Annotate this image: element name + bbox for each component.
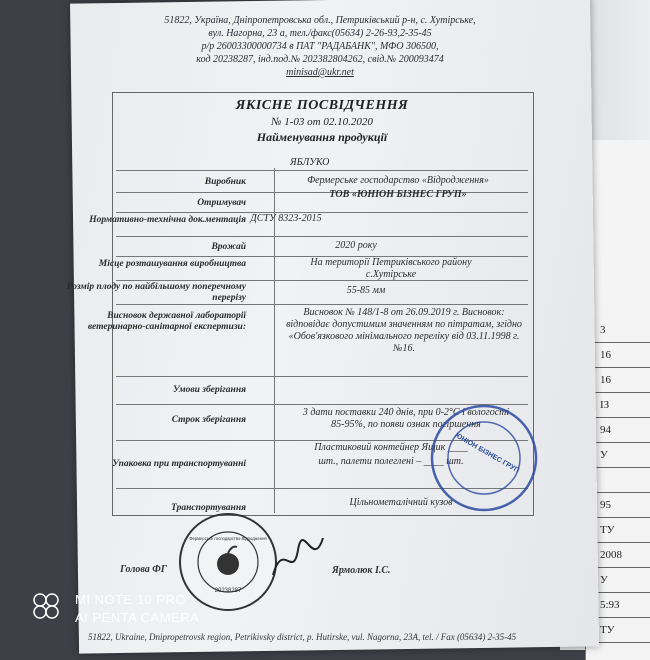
certificate-number: № 1-03 от 02.10.2020: [271, 116, 373, 128]
stamp-farm-name: Фермерське господарство Відродження: [189, 536, 267, 541]
row-label: Місце розташування виробництва: [98, 259, 246, 269]
side-row: У: [586, 443, 650, 468]
table-row: [66, 280, 528, 305]
table-row: [87, 304, 528, 377]
product-heading: Найменування продукції: [256, 130, 388, 144]
row-label: Транспортування: [171, 503, 246, 513]
footer-address: 51822, Ukraine, Dnipropetrovsk region, Petrikivsky district, p. Hutirske, vul. Nagorna, 23A, tel. / Fax (05634) 2-35-45: [88, 632, 517, 642]
product-name: ЯБЛУКО: [290, 157, 330, 168]
row-label: Виробник: [204, 177, 246, 187]
row-value: 55-85 мм: [346, 285, 386, 296]
row-value: На території Петриківського району с.Хутірське: [310, 257, 472, 280]
side-row: 2008: [586, 543, 650, 568]
row-value: 2020 року: [335, 240, 377, 251]
row-label: Отримувач: [197, 198, 246, 208]
row-label: Нормативно-технічна док.ментація: [89, 215, 246, 225]
row-label: Висновок державної лабораторії ветеринарно-санітарної експертизи:: [87, 311, 246, 332]
row-value: Цільнометалічний кузов: [349, 497, 453, 508]
side-row: 16: [586, 343, 650, 368]
side-row: ТУ: [586, 518, 650, 543]
company-stamp: [428, 402, 540, 514]
header-codes: код 20238287, інд.под.№ 202382804262, свід.№ 200093474: [196, 54, 444, 65]
certificate-title-block: [112, 98, 532, 145]
side-row: 16: [586, 368, 650, 393]
side-row: ІЗ: [586, 393, 650, 418]
table-row: [116, 189, 528, 213]
company-header: [110, 14, 530, 79]
table-row: [98, 256, 528, 281]
table-row: [116, 236, 528, 257]
row-label: Упаковка при транспортуванні: [112, 459, 246, 469]
side-row: 94: [586, 418, 650, 443]
side-row: 95: [586, 493, 650, 518]
side-row: ТУ: [586, 618, 650, 643]
row-label: Строк зберігання: [171, 415, 246, 425]
row-label: Розмір плоду по найбільшому поперечному перерізу: [66, 282, 246, 303]
certificate-title: ЯКІСНЕ ПОСВІДЧЕННЯ: [235, 98, 409, 113]
row-value: 3 дати поставки 240 днів, при 0-2°С і вологості 85-95%, по появи ознак погіршення: [302, 407, 510, 430]
watermark-model: MI NOTE 10 PRO: [75, 592, 187, 607]
row-value: Пластиковий контейнер Ящик ____ шт., палети полеглені – ____ шт.: [314, 442, 468, 467]
lens-icon: [30, 590, 62, 622]
watermark-camera: AI PENTA CAMERA: [75, 610, 200, 625]
side-row: У: [586, 568, 650, 593]
header-bank: р/р 26003300000734 в ПАТ "РАДАБАНК", МФО 306500,: [201, 41, 439, 52]
side-row: 3: [586, 318, 650, 343]
row-label: Врожай: [211, 242, 246, 252]
stamp-company-name: ЮНІОН БІЗНЕС ГРУП: [453, 432, 520, 475]
camera-watermark: [30, 590, 200, 627]
side-row: 5:93: [586, 593, 650, 618]
signatory-name: Ярмолюк І.С.: [332, 565, 391, 576]
farm-stamp: [176, 510, 280, 614]
row-value: Висновок № 148/1-8 от 26.09.2019 г. Висновок: відповідає допустимим значенням по пітратам, згідно «Обов'язкового мінімального переліку від 03.11.1998 г. №16.: [286, 307, 522, 354]
header-email: minisad@ukr.net: [286, 67, 354, 78]
row-label: Умови зберігання: [172, 385, 246, 395]
table-row: [116, 376, 528, 405]
row-value: Фермерське господарство «Відродження»: [307, 175, 489, 186]
header-address: 51822, Україна, Дніпропетровська обл., Петриківський р-н, с. Хутірське,: [164, 15, 476, 26]
row-value: ДСТУ 8323-2015: [250, 213, 322, 224]
signature-scribble: [268, 530, 328, 590]
head-label: Голова ФГ: [120, 564, 167, 575]
header-phone: вул. Нагорна, 23 а, тел./факс(05634) 2-26-93,2-35-45: [208, 28, 432, 39]
row-value: ТОВ «ЮНІОН БІЗНЕС ГРУП»: [329, 189, 467, 200]
stamp-farm-code: 20238287: [214, 588, 242, 594]
table-row: [89, 212, 528, 237]
